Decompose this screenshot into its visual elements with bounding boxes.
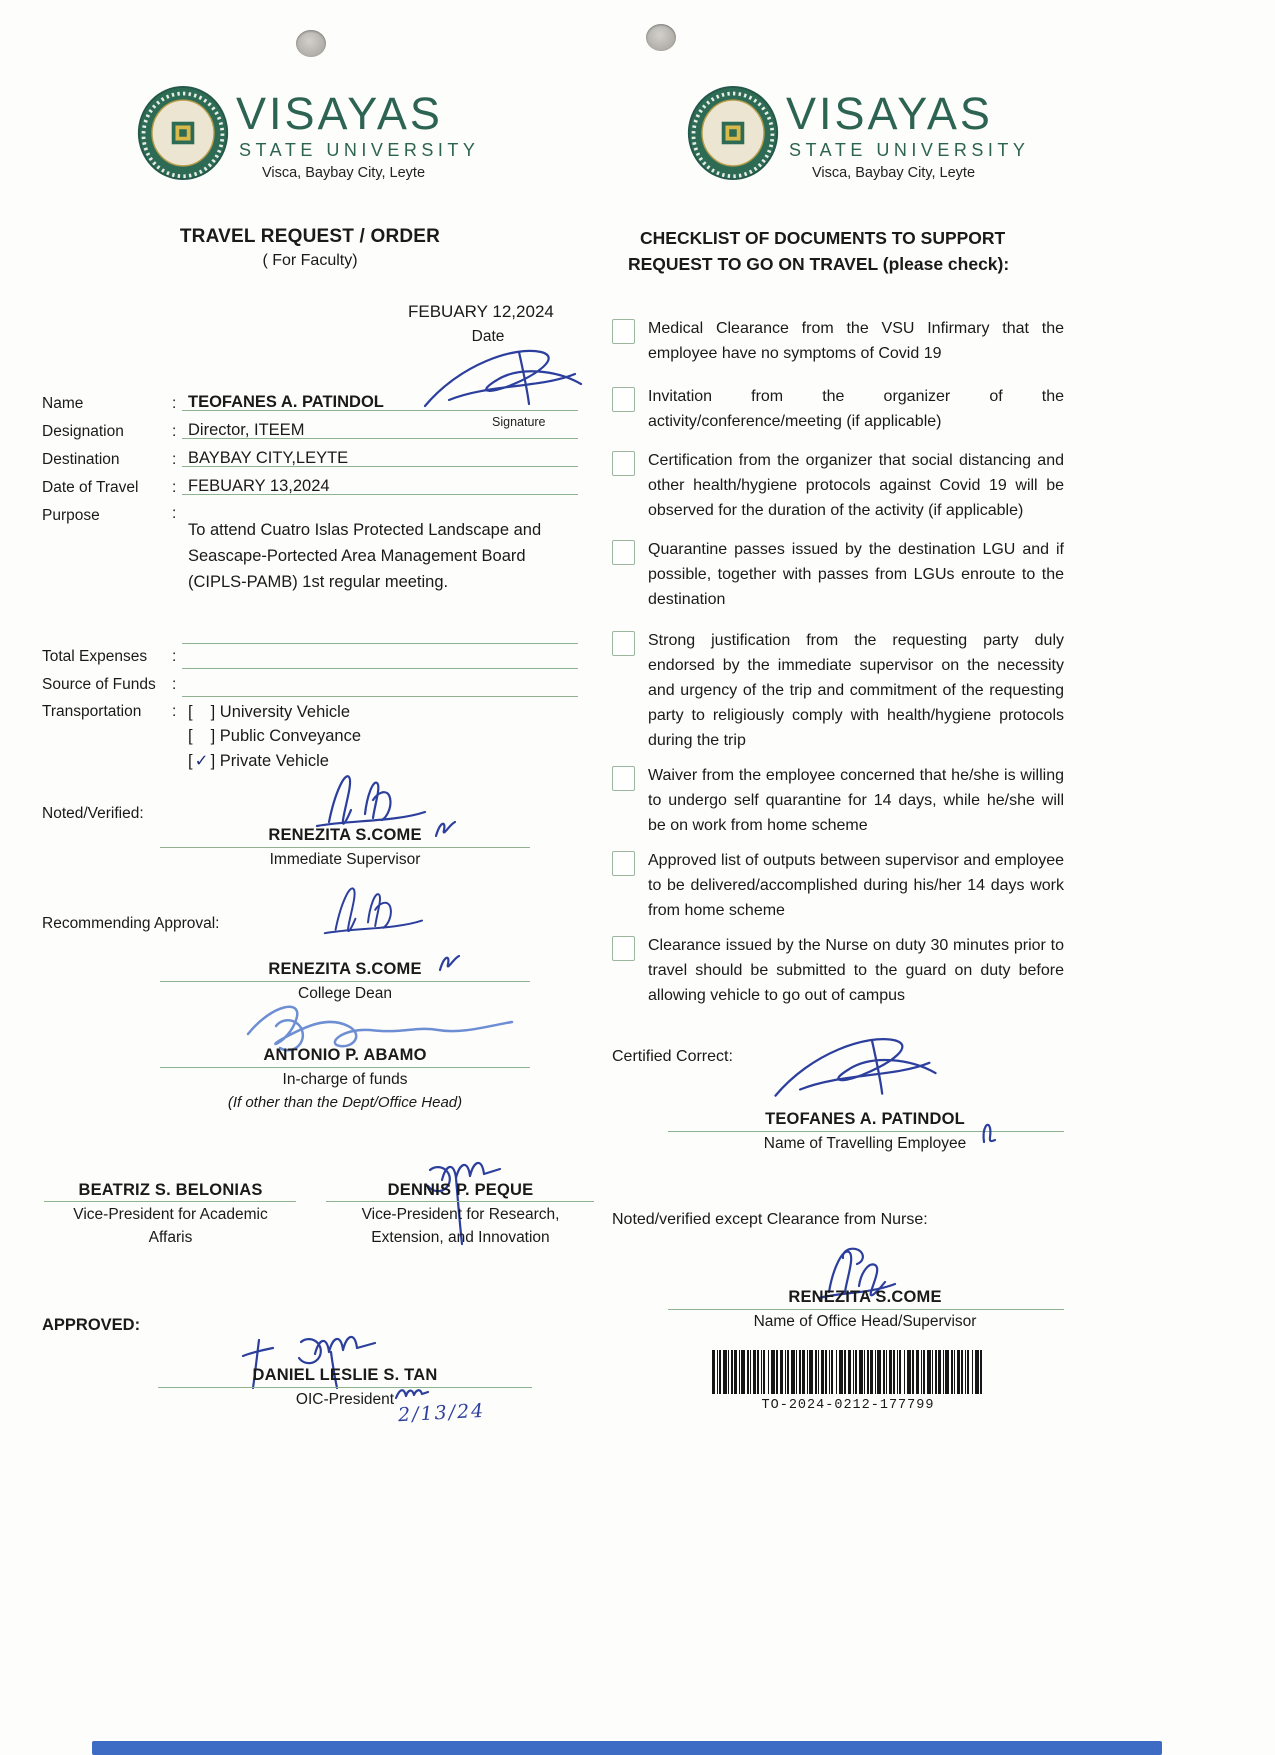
noted-except-nurse-label: Noted/verified except Clearance from Nurse: <box>612 1211 928 1228</box>
field-purpose-value: To attend Cuatro Islas Protected Landscape and Seascape-Portected Area Management Board (CIPLS-PAMB) 1st regular meeting. <box>188 521 542 591</box>
underline <box>160 981 530 982</box>
field-date-of-travel-label: Date of Travel <box>42 479 139 496</box>
bracket: [ <box>188 727 193 745</box>
field-total-expenses-label: Total Expenses <box>42 648 148 665</box>
underline <box>44 1201 296 1202</box>
field-designation-value: Director, ITEEM <box>188 421 305 439</box>
recommending-approval-label: Recommending Approval: <box>42 915 220 932</box>
university-address: Visca, Baybay City, Leyte <box>811 165 976 181</box>
vp-research-title-2: Extension, and Innovation <box>371 1229 550 1246</box>
field-date-of-travel-value: FEBUARY 13,2024 <box>188 477 330 495</box>
checklist-item <box>612 628 1064 753</box>
checklist-item-text: Waiver from the employee concerned that he/she is willing to undergo self quarantine for 14 days, while he/she will be on work from home scheme <box>648 767 1064 834</box>
vp-research-title-1: Vice-President for Research, <box>361 1206 560 1223</box>
field-destination-label: Destination <box>42 451 120 468</box>
vp-academic-title-1: Vice-President for Academic <box>73 1206 268 1223</box>
university-wordmark-sub: STATE UNIVERSITY <box>239 140 480 160</box>
checkbox-icon <box>612 387 635 412</box>
punch-hole-icon <box>646 24 676 51</box>
colon: : <box>172 451 177 468</box>
checklist-item-text: Approved list of outputs between supervisor and employee to be delivered/accomplished during his/her 14 days work from home scheme <box>648 852 1064 919</box>
college-dean-name: RENEZITA S.COME <box>268 960 422 978</box>
bracket: ] <box>210 752 216 770</box>
underline <box>182 466 578 467</box>
date-value: FEBUARY 12,2024 <box>408 302 554 321</box>
underline <box>182 668 578 669</box>
pen-mark-icon <box>432 816 458 847</box>
pen-mark-icon <box>436 950 462 981</box>
immediate-supervisor-title: Immediate Supervisor <box>269 851 421 868</box>
colon: : <box>172 676 177 693</box>
field-transportation-label: Transportation <box>42 703 142 720</box>
barcode <box>712 1350 984 1399</box>
underline <box>182 410 578 411</box>
funds-incharge-title: In-charge of funds <box>282 1071 408 1088</box>
checklist-item-text: Clearance issued by the Nurse on duty 30 minutes prior to travel should be submitted to the guard on duty before allowing vehicle to go out of campus <box>648 937 1064 1004</box>
underline <box>160 1067 530 1068</box>
checklist-title-2: REQUEST TO GO ON TRAVEL (please check): <box>628 254 1010 274</box>
transport-option-university <box>188 703 350 722</box>
colon: : <box>172 479 177 496</box>
underline <box>182 438 578 439</box>
field-name-label: Name <box>42 395 84 412</box>
field-designation-label: Designation <box>42 423 124 440</box>
colon: : <box>172 423 177 440</box>
checklist-item-text: Strong justification from the requesting party duly endorsed by the immediate supervisor on the necessity and urgency of the trip and commitment of the requesting party to religiously comply with health/hygiene protocols during the trip <box>648 632 1064 749</box>
vp-academic-name: BEATRIZ S. BELONIAS <box>78 1181 263 1199</box>
field-source-of-funds-label: Source of Funds <box>42 676 156 693</box>
date-label: Date <box>471 328 505 345</box>
checkbox-icon <box>612 766 635 791</box>
underline <box>160 847 530 848</box>
travelling-employee-name: TEOFANES A. PATINDOL <box>765 1110 965 1128</box>
barcode-text: TO-2024-0212-177799 <box>761 1398 935 1413</box>
vsu-seal-icon <box>686 84 780 182</box>
checklist-item <box>612 763 1064 838</box>
underline <box>158 1387 532 1388</box>
checklist-item <box>612 537 1064 612</box>
office-head-name: RENEZITA S.COME <box>788 1288 942 1306</box>
checklist-title-1: CHECKLIST OF DOCUMENTS TO SUPPORT <box>640 228 1006 248</box>
university-wordmark: VISAYAS <box>786 88 993 139</box>
bracket: ] <box>210 703 216 721</box>
checkbox-tick-checked: ✓ <box>194 752 209 770</box>
bracket: [ <box>188 752 193 770</box>
field-name-value: TEOFANES A. PATINDOL <box>188 393 384 411</box>
travelling-employee-title: Name of Travelling Employee <box>763 1135 967 1152</box>
transport-option-label: University Vehicle <box>219 703 351 721</box>
checkbox-icon <box>612 451 635 476</box>
office-head-title: Name of Office Head/Supervisor <box>753 1313 977 1330</box>
president-title: OIC-President <box>295 1391 395 1408</box>
underline <box>668 1309 1064 1310</box>
approved-label: APPROVED: <box>42 1316 141 1334</box>
underline <box>668 1131 1064 1132</box>
checklist-item <box>612 384 1064 434</box>
transport-option-label: Public Conveyance <box>219 727 362 745</box>
checklist-item-text: Invitation from the organizer of the activity/conference/meeting (if applicable) <box>648 388 1064 430</box>
checklist-item <box>612 933 1064 1008</box>
checkbox-icon <box>612 540 635 565</box>
underline <box>182 494 578 495</box>
noted-verified-label: Noted/Verified: <box>42 805 144 822</box>
checkbox-icon <box>612 319 635 344</box>
vsu-seal-icon <box>136 84 230 182</box>
immediate-supervisor-name: RENEZITA S.COME <box>268 826 422 844</box>
university-address: Visca, Baybay City, Leyte <box>261 165 426 181</box>
vp-research-name: DENNIS P. PEQUE <box>387 1181 534 1199</box>
field-purpose-label: Purpose <box>42 507 100 524</box>
checkbox-icon <box>612 851 635 876</box>
colon: : <box>172 505 177 522</box>
underline <box>326 1201 594 1202</box>
checklist-item-text: Medical Clearance from the VSU Infirmary that the employee have no symptoms of Covid 19 <box>648 320 1064 362</box>
transport-option-label: Private Vehicle <box>219 752 329 770</box>
colon: : <box>172 648 177 665</box>
handwritten-date: 2/13/24 <box>397 1399 486 1427</box>
certified-correct-label: Certified Correct: <box>612 1048 733 1065</box>
signature-teofanes-patindol <box>765 1030 945 1115</box>
checklist-item <box>612 848 1064 923</box>
next-page-edge <box>92 1741 1162 1755</box>
form-subtitle: ( For Faculty) <box>262 252 358 269</box>
punch-hole-icon <box>296 30 326 57</box>
checklist-item <box>612 316 1064 366</box>
signature-label: Signature <box>492 415 546 429</box>
president-name: DANIEL LESLIE S. TAN <box>252 1366 438 1384</box>
checklist-item <box>612 448 1064 523</box>
funds-incharge-name: ANTONIO P. ABAMO <box>263 1046 427 1064</box>
checklist-item-text: Quarantine passes issued by the destination LGU and if possible, together with passes from LGUs enroute to the destination <box>648 541 1064 608</box>
underline <box>182 696 578 697</box>
bracket: [ <box>188 703 193 721</box>
colon: : <box>172 395 177 412</box>
underline <box>182 643 578 644</box>
checkbox-icon <box>612 936 635 961</box>
signature-renezita-come <box>305 872 440 949</box>
signature-teofanes-patindol <box>415 342 590 425</box>
colon: : <box>172 703 177 720</box>
form-title: TRAVEL REQUEST / ORDER <box>179 226 441 247</box>
field-destination-value: BAYBAY CITY,LEYTE <box>188 449 349 467</box>
university-wordmark-sub: STATE UNIVERSITY <box>789 140 1030 160</box>
checklist <box>612 316 1064 1008</box>
transport-option-public <box>188 727 361 746</box>
college-dean-title: College Dean <box>298 985 392 1002</box>
vp-academic-title-2: Affaris <box>148 1229 193 1246</box>
university-wordmark: VISAYAS <box>236 88 443 139</box>
checklist-item-text: Certification from the organizer that social distancing and other health/hygiene protocols against Covid 19 will be observed for the duration of the activity (if applicable) <box>648 452 1064 519</box>
checkbox-icon <box>612 631 635 656</box>
bracket: ] <box>210 727 216 745</box>
funds-incharge-note: (If other than the Dept/Office Head) <box>227 1094 463 1111</box>
